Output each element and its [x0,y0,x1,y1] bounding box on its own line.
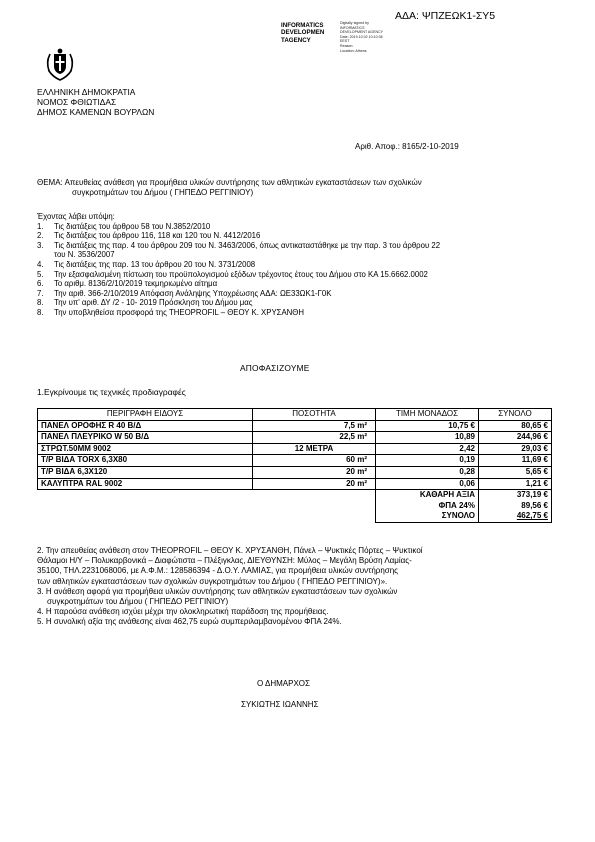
point-2 [37,546,557,587]
item-number: 8. [37,298,44,308]
list-item [37,270,574,280]
table-row [38,443,552,455]
table-row [38,478,552,490]
point-text: συγκροτημάτων του Δήμου ( ΓΗΠΕΔΟ ΡΕΓΓΙΝΙΟΥ) [47,597,229,607]
item-number: 4. [37,259,44,269]
agency-signature-label [281,22,324,44]
considerations-section [37,212,574,318]
signature-detail: Date: 2019.10.02 10:10:36 [340,34,383,39]
point-text: Θάλαμοι Η/Υ – Πολυκαρβονικά – Διαφώτιστα – Πλέξιγκλας, ΔΙΕΥΘΥΝΣΗ: Μύλος – Μεγάλη Βρύση Λαμίας- [37,556,412,566]
item-text: Τις διατάξεις της παρ. 13 του άρθρου 20 του Ν. 3731/2008 [54,259,256,269]
item-description: Τ/Ρ ΒΙΔΑ 6,3Χ120 [38,466,253,478]
totals-row [38,490,552,501]
signature-detail: Location: Athens [340,48,367,53]
item-description: ΚΑΛΥΠΤΡΑ RAL 9002 [38,478,253,490]
column-header: ΠΕΡΙΓΡΑΦΗ ΕΙΔΟΥΣ [38,409,253,421]
item-number: 1. [37,221,44,231]
issuer-country: ΕΛΛΗΝΙΚΗ ΔΗΜΟΚΡΑΤΙΑ [37,87,136,97]
item-number: 2. [37,231,44,241]
item-unit-price: 2,42 [376,443,479,455]
table-header-row [38,409,552,421]
item-total: 244,96 € [479,432,552,444]
issuer-header [37,87,154,117]
point-3 [37,587,557,607]
item-quantity: 12 ΜΕΤΡΑ [253,443,376,455]
item-number: 6. [37,279,44,289]
item-description: ΠΑΝΕΛ ΠΛΕΥΡΙΚΟ W 50 Β/Δ [38,432,253,444]
item-number: 7. [37,288,44,298]
signature-detail: INFORMATICS [340,25,365,30]
item-number: 8. [37,307,44,317]
point-text: των αθλητικών εγκαταστάσεων των σχολικών συγκροτημάτων του Δήμου ( ΓΗΠΕΔΟ ΡΕΓΓΙΝΙΟΥ)». [37,576,388,586]
item-text: Τις διατάξεις του άρθρου 58 του Ν.3852/2010 [54,221,211,231]
item-text: Την υποβληθείσα προσφορά της THEOPROFIL – ΘΕΟΥ Κ. ΧΡΥΣΑΝΘΗ [54,307,304,317]
list-item [37,241,574,260]
column-header: ΤΙΜΗ ΜΟΝΑΔΟΣ [376,409,479,421]
list-item [37,298,574,308]
list-item [37,231,574,241]
totals-row [38,511,552,522]
item-text: Τις διατάξεις του άρθρου 116, 118 και 120 του Ν. 4412/2016 [54,231,261,241]
considerations-list [37,222,574,318]
issuer-municipality: ΔΗΜΟΣ ΚΑΜΕΝΩΝ ΒΟΥΡΛΩΝ [37,107,155,117]
item-number: 5. [37,269,44,279]
list-item [37,222,574,232]
grand-total-label: ΣΥΝΟΛΟ [376,511,479,522]
mayor-title: Ο ΔΗΜΑΡΧΟΣ [257,679,310,688]
item-quantity: 20 m² [253,466,376,478]
item-unit-price: 10,75 € [376,420,479,432]
item-text: Την υπ' αριθ. ΔΥ /2 - 10- 2019 Πρόσκληση του Δήμου μας [54,298,253,308]
column-header: ΠΟΣΟΤΗΤΑ [253,409,376,421]
point-4: 4. Η παρούσα ανάθεση ισχύει μέχρι την ολοκληρωτική παράδοση της προμήθειας. [37,607,329,617]
list-item [37,260,574,270]
item-total: 80,65 € [479,420,552,432]
item-total: 5,65 € [479,466,552,478]
item-unit-price: 0,19 [376,455,479,467]
net-value-label: ΚΑΘΑΡΗ ΑΞΙΑ [376,490,479,501]
issuer-prefecture: ΝΟΜΟΣ ΦΘΙΩΤΙΔΑΣ [37,97,117,107]
totals-row [38,501,552,512]
list-item [37,308,574,318]
item-total: 29,03 € [479,443,552,455]
table-row [38,432,552,444]
item-description: ΣΤΡΩΤ.50ΜΜ 9002 [38,443,253,455]
item-quantity: 60 m² [253,455,376,467]
item-total: 11,69 € [479,455,552,467]
ada-code: ΑΔΑ: ΨΠΖΕΩΚ1-ΣΥ5 [395,10,496,22]
considerations-heading: Έχοντας λάβει υπόψη: [37,212,115,221]
agency-line: TAGENCY [281,36,311,44]
greek-coat-of-arms-icon [44,46,76,82]
list-item [37,279,574,289]
vat-value: 89,56 € [479,501,552,512]
table-row [38,455,552,467]
decision-heading: ΑΠΟΦΑΣΙΖΟΥΜΕ [240,363,310,373]
signature-detail: Reason: [340,43,354,48]
vat-label: ΦΠΑ 24% [376,501,479,512]
table-row [38,420,552,432]
item-quantity: 20 m² [253,478,376,490]
mayor-name: ΣΥΚΙΩΤΗΣ ΙΩΑΝΝΗΣ [241,700,319,709]
column-header: ΣΥΝΟΛΟ [479,409,552,421]
point-5: 5. Η συνολική αξία της ανάθεσης είναι 462,75 ευρώ συμπεριλαμβανομένου ΦΠΑ 24%. [37,617,342,627]
specifications-table [37,408,552,523]
item-unit-price: 10,89 [376,432,479,444]
subject-line: ΘΕΜΑ: Απευθείας ανάθεση για προμήθεια υλικών συντήρησης των αθλητικών εγκαταστάσεων των σχολικών [37,178,422,187]
item-text: Την εξασφαλισμένη πίστωση του προϋπολογισμού εξόδων τρέχοντος έτους του Δήμου στο ΚΑ 15.6662.0002 [54,269,428,279]
item-number: 3. [37,240,44,250]
table-row [38,466,552,478]
signature-detail: EEST [340,39,350,44]
item-text: Την αριθ. 366-2/10/2019 Απόφαση Ανάληψης Υποχρέωσης ΑΔΑ: ΩΕ33ΩΚ1-Γ0Κ [54,288,332,298]
point-text: 2. Την απευθείας ανάθεση στον THEOPROFIL – ΘΕΟΥ Κ. ΧΡΥΣΑΝΘΗ, Πάνελ – Ψυκτικές Πόρτες – Ψυκτικοί [37,546,423,555]
decision-points [37,546,557,628]
list-item [37,289,574,299]
item-unit-price: 0,06 [376,478,479,490]
item-text: Τις διατάξεις της παρ. 4 του άρθρου 209 του Ν. 3463/2006, όπως αντικαταστάθηκε με την παρ. 3 του άρθρου 22 [54,240,441,250]
item-total: 1,21 € [479,478,552,490]
grand-total-value: 462,75 € [479,511,552,522]
agency-line: DEVELOPMEN [281,29,325,37]
signature-detail: DEVELOPMENT AGENCY [340,30,384,35]
item-description: ΠΑΝΕΛ ΟΡΟΦΗΣ R 40 Β/Δ [38,420,253,432]
agency-line: INFORMATICS [281,22,324,29]
digital-signature-details [340,21,383,53]
item-text: Το αριθμ. 8136/2/10/2019 τεκμηριωμένο αίτημα [54,279,218,289]
signature-detail: Digitally signed by [340,21,369,25]
item-text: του Ν. 3536/2007 [54,250,115,260]
subject-line: συγκροτημάτων του Δήμου ( ΓΗΠΕΔΟ ΡΕΓΓΙΝΙΟΥ) [72,188,254,197]
point-text: 35100, ΤΗΛ.2231068006, με Α.Φ.Μ.: 128586394 - Δ.Ο.Υ. ΛΑΜΙΑΣ, για προμήθεια υλικών συντήρησης [37,566,399,576]
item-description: Τ/Ρ ΒΙΔΑ TORX 6,3Χ80 [38,455,253,467]
decision-number: Αριθ. Αποφ.: 8165/2-10-2019 [355,142,459,151]
subject [37,178,557,198]
item-quantity: 7,5 m² [253,420,376,432]
item-quantity: 22,5 m² [253,432,376,444]
point-text: 3. Η ανάθεση αφορά για προμήθεια υλικών συντήρησης των αθλητικών εγκαταστάσεων των σχολικών [37,586,398,596]
approval-statement: 1.Εγκρίνουμε τις τεχνικές προδιαγραφές [37,387,186,397]
item-unit-price: 0,28 [376,466,479,478]
net-value: 373,19 € [479,490,552,501]
